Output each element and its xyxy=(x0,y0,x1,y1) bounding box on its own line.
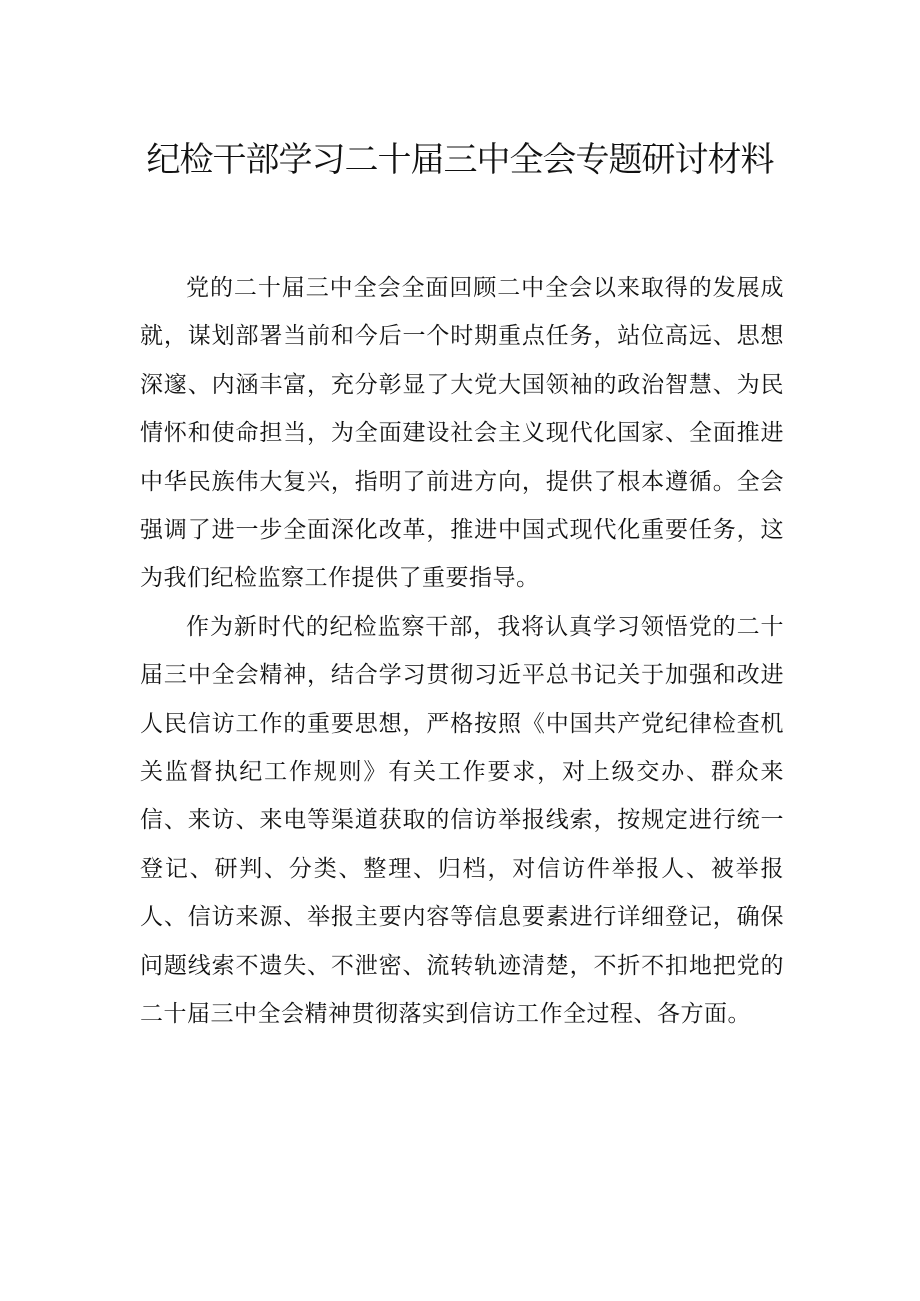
document-title: 纪检干部学习二十届三中全会专题研讨材料 xyxy=(146,140,774,180)
paragraph-1: 党的二十届三中全会全面回顾二中全会以来取得的发展成就，谋划部署当前和今后一个时期重点任务，站位高远、思想深邃、内涵丰富，充分彰显了大党大国领袖的政治智慧、为民情怀和使命担当，为全面建设社会主义现代化国家、全面推进中华民族伟大复兴，指明了前进方向，提供了根本遵循。全会强调了进一步全面深化改革，推进中国式现代化重要任务，这为我们纪检监察工作提供了重要指导。 xyxy=(140,275,784,592)
paragraph-2: 作为新时代的纪检监察干部，我将认真学习领悟党的二十届三中全会精神，结合学习贯彻习近平总书记关于加强和改进人民信访工作的重要思想，严格按照《中国共产党纪律检查机关监督执纪工作规则》有关工作要求，对上级交办、群众来信、来访、来电等渠道获取的信访举报线索，按规定进行统一登记、研判、分类、整理、归档，对信访件举报人、被举报人、信访来源、举报主要内容等信息要素进行详细登记，确保问题线索不遗失、不泄密、流转轨迹清楚，不折不扣地把党的二十届三中全会精神贯彻落实到信访工作全过程、各方面。 xyxy=(140,613,784,1028)
document-body xyxy=(140,264,784,1039)
